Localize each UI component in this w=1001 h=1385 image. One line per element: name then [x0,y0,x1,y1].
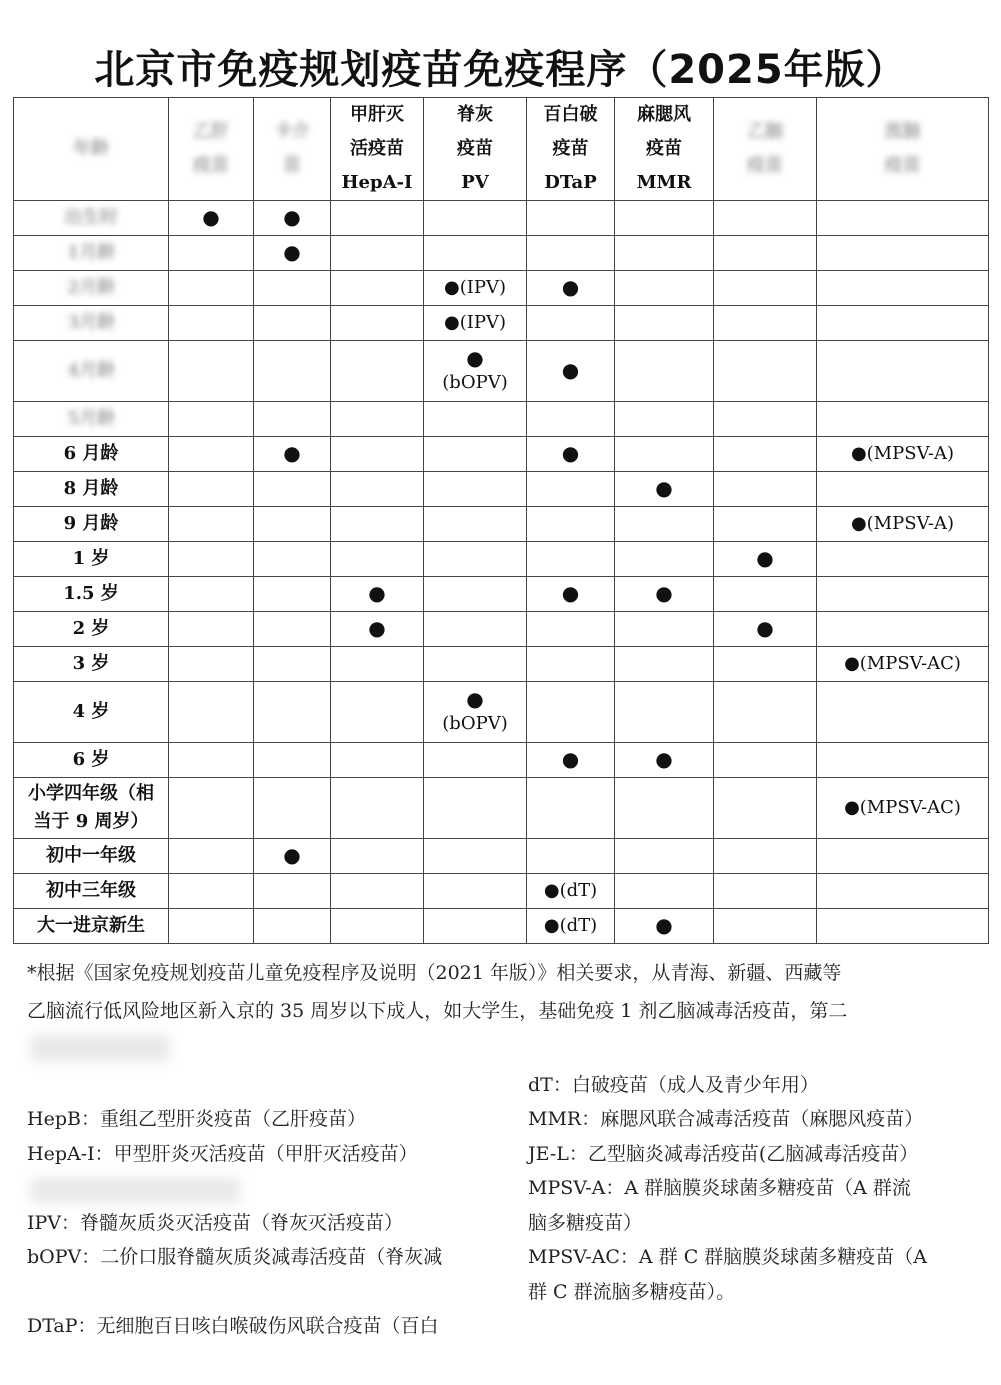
dose-mark: ● [655,580,673,605]
dose-cell [615,874,714,909]
dose-cell [169,472,254,507]
dose-cell [331,778,424,839]
dose-cell [527,682,615,743]
age-cell [14,874,169,909]
age-text: 初中一年级 [46,845,136,867]
dose-cell [331,682,424,743]
table-row [14,341,989,402]
age-text: 1 岁 [72,548,110,570]
dose-cell [331,577,424,612]
dose-cell [169,271,254,306]
age-text: 3月龄 [66,312,116,334]
dose-mark: ● [283,440,301,465]
dose-cell [424,341,527,402]
dose-cell [817,682,989,743]
age-cell [14,437,169,472]
dose-cell [527,839,615,874]
header-text: 流脑 [884,121,921,142]
dose-cell [424,874,527,909]
dose-cell [714,612,817,647]
dose-cell [817,839,989,874]
dose-cell [615,341,714,402]
header-row [14,98,989,201]
dose-cell [254,778,331,839]
dose-cell [615,507,714,542]
dose-cell [424,778,527,839]
column-header [169,98,254,201]
dose-cell [615,778,714,839]
dose-cell [169,577,254,612]
dose-cell [817,612,989,647]
footnote-line-1: *根据《国家免疫规划疫苗儿童免疫程序及说明（2021 年版）》相关要求，从青海、新疆、西藏等 [27,962,842,984]
dose-cell [527,341,615,402]
dose-cell [615,437,714,472]
dose-cell [527,507,615,542]
dose-cell [331,647,424,682]
column-header [14,98,169,201]
dose-cell [254,647,331,682]
dose-cell [254,306,331,341]
age-cell [14,472,169,507]
dose-cell [424,577,527,612]
dose-cell [527,542,615,577]
dose-cell [615,682,714,743]
age-text: 8 月龄 [63,478,119,500]
header-text: 百白破 [543,104,598,125]
age-text: 当于 9 周岁） [33,811,149,832]
dose-cell [714,201,817,236]
dose-cell [714,682,817,743]
dose-mark: ●(MPSV-A) [850,443,955,465]
dose-cell [714,472,817,507]
dose-cell [169,402,254,437]
dose-cell [331,839,424,874]
abbr-ipv: IPV：脊髓灰质炎灭活疫苗（脊灰灭活疫苗） [27,1212,404,1234]
age-cell [14,612,169,647]
dose-cell [169,874,254,909]
dose-cell [615,839,714,874]
dose-mark: ●(MPSV-AC) [844,797,961,819]
dose-cell [424,612,527,647]
dose-mark: ● [368,615,386,640]
dose-cell [254,577,331,612]
dose-mark: ● [283,842,301,867]
dose-cell [817,306,989,341]
table-row [14,542,989,577]
age-text: 9 月龄 [63,513,119,535]
dose-cell [169,341,254,402]
dose-cell [714,236,817,271]
dose-mark: ● [561,440,580,465]
dose-cell [714,909,817,944]
dose-cell [615,236,714,271]
column-header [424,98,527,201]
dose-mark: ●(dT) [543,880,598,902]
dose-mark: ● [561,580,580,605]
dose-mark: ●(MPSV-AC) [844,653,961,675]
dose-cell [254,682,331,743]
dose-cell [331,909,424,944]
abbr-mpsv-a-cont: 脑多糖疫苗） [528,1212,643,1234]
table-row [14,743,989,778]
dose-cell [424,437,527,472]
dose-cell [817,437,989,472]
dose-cell [527,577,615,612]
dose-cell [615,472,714,507]
dose-cell [817,909,989,944]
age-cell [14,271,169,306]
dose-cell [714,647,817,682]
dose-cell [817,577,989,612]
age-text: 3 岁 [72,653,110,675]
table-row [14,306,989,341]
dose-cell [424,542,527,577]
dose-cell [254,472,331,507]
table-row [14,577,989,612]
age-cell [14,909,169,944]
dose-cell [527,647,615,682]
dose-cell [331,612,424,647]
abbr-mpsv-ac-cont: 群 C 群流脑多糖疫苗）。 [528,1281,736,1303]
page-title: 北京市免疫规划疫苗免疫程序（2025年版） [94,47,907,93]
dose-cell [254,909,331,944]
abbr-mmr: MMR：麻腮风联合减毒活疫苗（麻腮风疫苗） [528,1108,924,1130]
dose-cell [615,402,714,437]
abbr-hepb: HepB：重组乙型肝炎疫苗（乙肝疫苗） [27,1108,366,1130]
dose-cell [424,839,527,874]
dose-cell [331,306,424,341]
abbr-dt: dT：白破疫苗（成人及青少年用） [528,1074,819,1096]
dose-cell [817,874,989,909]
header-text: 疫苗 [747,155,783,176]
abbr-mpsv-ac: MPSV-AC：A 群 C 群脑膜炎球菌多糖疫苗（A [528,1246,928,1268]
dose-cell [254,271,331,306]
dose-cell [527,236,615,271]
dose-cell [169,909,254,944]
dose-cell [817,647,989,682]
dose-cell [527,472,615,507]
dose-cell [615,201,714,236]
age-text: 1月龄 [66,242,116,264]
dose-cell [527,271,615,306]
abbr-bopv: bOPV：二价口服脊髓灰质炎减毒活疫苗（脊灰减 [27,1246,443,1268]
dose-mark: (bOPV) [442,372,508,394]
dose-cell [527,437,615,472]
table-row [14,236,989,271]
dose-cell [169,542,254,577]
dose-mark: ● [756,545,774,570]
table-row [14,472,989,507]
dose-cell [254,341,331,402]
age-text: 2 岁 [72,618,110,640]
header-text: 乙肝 [193,121,229,142]
age-text: 大一进京新生 [37,915,145,937]
dose-cell [331,402,424,437]
dose-mark: ● [283,204,301,229]
dose-mark: ● [202,204,220,229]
dose-cell [169,306,254,341]
table-row [14,874,989,909]
dose-mark: ●(dT) [543,915,598,937]
dose-mark: ● [655,475,673,500]
header-text: PV [461,172,489,193]
dose-cell [331,201,424,236]
dose-cell [527,874,615,909]
dose-cell [527,612,615,647]
age-cell [14,507,169,542]
age-text: 1.5 岁 [63,583,119,605]
age-text: 4月龄 [66,360,116,382]
dose-cell [169,839,254,874]
column-header [331,98,424,201]
age-cell [14,306,169,341]
table-row [14,402,989,437]
header-text: 年龄 [73,138,109,159]
header-text: 疫苗 [193,155,229,176]
dose-mark: ●(IPV) [444,312,506,334]
header-text: 活疫苗 [350,138,404,159]
dose-cell [331,236,424,271]
header-text: 乙脑 [747,121,783,142]
dose-cell [817,341,989,402]
dose-mark: ● [655,912,673,937]
dose-cell [714,402,817,437]
header-text: 脊灰 [457,104,493,125]
dose-cell [615,647,714,682]
dose-cell [714,306,817,341]
dose-cell [331,874,424,909]
age-text: 2月龄 [66,277,116,299]
dose-cell [817,507,989,542]
dose-cell [424,743,527,778]
dose-cell [714,839,817,874]
abbr-mpsv-a: MPSV-A：A 群脑膜炎球菌多糖疫苗（A 群流 [528,1177,911,1199]
age-cell [14,542,169,577]
dose-cell [615,271,714,306]
age-text: 5月龄 [66,408,116,430]
table-row [14,909,989,944]
header-text: 甲肝灭 [350,104,404,125]
table-row [14,507,989,542]
dose-mark: ● [561,357,580,382]
dose-cell [424,271,527,306]
dose-cell [169,437,254,472]
table-row [14,271,989,306]
age-text: 出生时 [64,207,118,229]
dose-mark: ● [655,746,673,771]
header-text: DTaP [544,172,597,193]
dose-cell [714,577,817,612]
dose-cell [424,201,527,236]
dose-cell [424,472,527,507]
age-cell [14,402,169,437]
age-text: 6 岁 [72,749,110,771]
dose-cell [169,201,254,236]
dose-mark: ●(MPSV-A) [850,513,955,535]
dose-cell [817,201,989,236]
dose-mark: ● [368,580,386,605]
schedule-table [13,97,989,944]
table-row [14,682,989,743]
dose-cell [254,437,331,472]
dose-cell [615,909,714,944]
table-row [14,437,989,472]
dose-cell [527,402,615,437]
age-text: 6 月龄 [63,443,119,465]
dose-cell [527,201,615,236]
dose-cell [331,743,424,778]
age-cell [14,577,169,612]
dose-cell [331,271,424,306]
header-text: 疫苗 [884,155,921,176]
dose-cell [254,402,331,437]
dose-mark: ●(IPV) [444,277,506,299]
dose-cell [714,743,817,778]
dose-cell [424,909,527,944]
age-text: 4 岁 [72,701,110,723]
dose-cell [331,542,424,577]
dose-cell [615,577,714,612]
dose-cell [714,341,817,402]
dose-cell [424,647,527,682]
table-row [14,612,989,647]
table-row [14,778,989,839]
dose-cell [331,437,424,472]
dose-mark: ● [561,274,580,299]
dose-cell [331,472,424,507]
age-cell [14,743,169,778]
dose-mark: ● [561,746,580,771]
dose-cell [254,612,331,647]
header-text: 麻腮风 [637,104,691,125]
dose-cell [527,778,615,839]
header-text: MMR [636,172,692,193]
table-row [14,647,989,682]
dose-cell [527,909,615,944]
dose-cell [714,778,817,839]
age-cell [14,839,169,874]
dose-cell [817,542,989,577]
dose-cell [254,201,331,236]
column-header [714,98,817,201]
dose-cell [817,743,989,778]
dose-cell [615,542,714,577]
column-header [254,98,331,201]
table-row [14,201,989,236]
dose-cell [254,507,331,542]
abbr-je-l: JE-L：乙型脑炎减毒活疫苗(乙脑减毒活疫苗） [528,1143,919,1165]
footnote-line-2: 乙脑流行低风险地区新入京的 35 周岁以下成人，如大学生，基础免疫 1 剂乙脑减毒活疫苗，第二 [27,1000,848,1022]
dose-mark: ● [756,615,774,640]
age-cell [14,341,169,402]
dose-cell [169,682,254,743]
dose-cell [169,507,254,542]
dose-cell [817,402,989,437]
dose-mark: ● [283,239,301,264]
dose-cell [714,507,817,542]
dose-cell [169,647,254,682]
header-text: 疫苗 [552,138,589,159]
dose-cell [527,306,615,341]
blurred-region [30,1035,170,1061]
dose-cell [254,743,331,778]
age-cell [14,778,169,839]
dose-mark: (bOPV) [442,713,508,735]
age-cell [14,682,169,743]
blurred-region [30,1178,240,1202]
dose-mark: ● [466,687,484,712]
header-text: HepA-I [341,172,413,193]
dose-cell [424,402,527,437]
dose-cell [254,236,331,271]
column-header [817,98,989,201]
dose-cell [817,778,989,839]
column-header [615,98,714,201]
dose-cell [714,542,817,577]
dose-cell [424,682,527,743]
abbr-hepa-i: HepA-I：甲型肝炎灭活疫苗（甲肝灭活疫苗） [27,1143,418,1165]
dose-cell [817,271,989,306]
dose-cell [254,874,331,909]
header-text: 疫苗 [646,138,682,159]
dose-cell [169,778,254,839]
header-text: 卡介 [274,121,310,142]
age-cell [14,647,169,682]
age-cell [14,236,169,271]
dose-cell [527,743,615,778]
column-header [527,98,615,201]
dose-cell [817,472,989,507]
dose-cell [169,743,254,778]
header-text: 疫苗 [457,138,493,159]
dose-cell [615,743,714,778]
dose-cell [615,306,714,341]
dose-cell [424,306,527,341]
dose-cell [331,507,424,542]
age-text: 初中三年级 [46,880,136,902]
abbr-dtap: DTaP：无细胞百日咳白喉破伤风联合疫苗（百白 [27,1315,439,1337]
dose-cell [615,612,714,647]
dose-cell [169,236,254,271]
age-text: 小学四年级（相 [28,783,154,805]
header-text: 苗 [283,155,301,176]
dose-cell [331,341,424,402]
dose-cell [817,236,989,271]
table-body [14,201,989,944]
table-row [14,839,989,874]
dose-cell [169,612,254,647]
dose-mark: ● [466,346,484,371]
dose-cell [714,874,817,909]
dose-cell [424,507,527,542]
dose-cell [424,236,527,271]
dose-cell [254,839,331,874]
dose-cell [714,271,817,306]
age-cell [14,201,169,236]
dose-cell [254,542,331,577]
dose-cell [714,437,817,472]
